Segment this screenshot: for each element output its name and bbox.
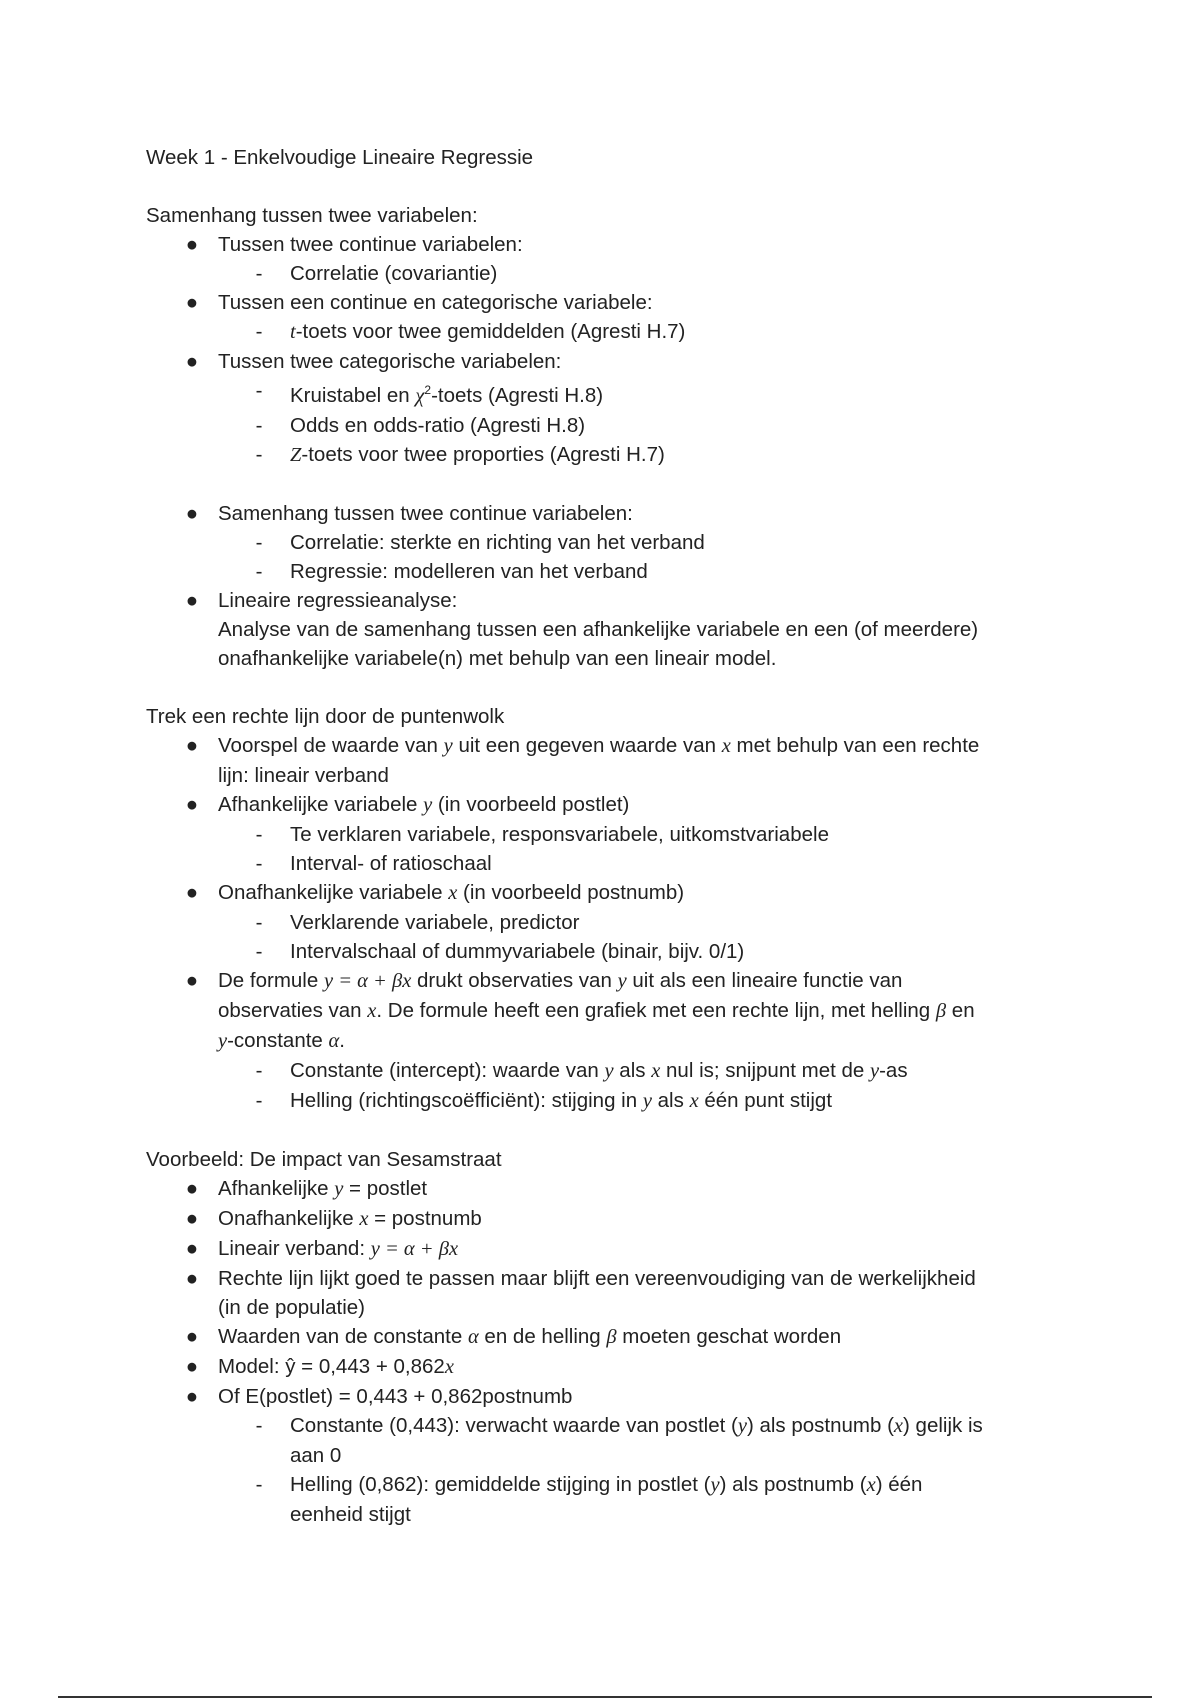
bullet-item: ● Samenhang tussen twee continue variabelen: — [146, 499, 1066, 528]
bullet-item: ● Lineaire regressieanalyse: — [146, 586, 1066, 615]
dash-icon: - — [255, 1088, 263, 1112]
sub-item: - Correlatie (covariantie) — [146, 259, 1066, 288]
dash-icon: - — [255, 530, 263, 554]
sub-item: - Te verklaren variabele, responsvariabele, uitkomstvariabele — [146, 820, 1066, 849]
dash-icon: - — [255, 1472, 263, 1496]
dash-icon: - — [255, 851, 263, 875]
bullet-item: ● Waarden van de constante α en de helling β moeten geschat worden — [146, 1322, 1066, 1352]
bullet-icon: ● — [185, 1324, 199, 1348]
page-bottom-divider — [58, 1696, 1152, 1698]
dash-icon: - — [255, 442, 263, 466]
sub-item-continuation: eenheid stijgt — [290, 1502, 411, 1526]
sub-item: - Constante (intercept): waarde van y als x nul is; snijpunt met de y-as — [146, 1056, 1066, 1086]
bullet-icon: ● — [185, 968, 199, 992]
bullet-item: ● Afhankelijke y = postlet — [146, 1174, 1066, 1204]
dash-icon: - — [255, 1413, 263, 1437]
sub-item: - Helling (0,862): gemiddelde stijging in postlet (y) als postnumb (x) één — [146, 1470, 1066, 1500]
bullet-icon: ● — [185, 1176, 199, 1200]
bullet-icon: ● — [185, 233, 199, 256]
bullet-icon: ● — [185, 792, 199, 816]
bullet-continuation: Analyse van de samenhang tussen een afhankelijke variabele en een (of meerdere) — [218, 617, 979, 641]
sub-item: - Kruistabel en $\chi^2$-toets (Agresti H.8) — [146, 376, 1066, 411]
bullet-item: ● Afhankelijke variabele y (in voorbeeld postlet) — [146, 790, 1066, 820]
bullet-icon: ● — [185, 1236, 199, 1260]
bullet-continuation: y-constante α. — [218, 1028, 345, 1052]
bullet-icon: ● — [185, 1354, 199, 1378]
dash-icon: - — [255, 1058, 263, 1082]
dash-icon: - — [255, 910, 263, 934]
dash-icon: - — [255, 559, 263, 583]
bullet-continuation: lijn: lineair verband — [218, 763, 389, 787]
bullet-item: ● Onafhankelijke variabele x (in voorbeeld postnumb) — [146, 878, 1066, 908]
section-heading-rechte-lijn: Trek een rechte lijn door de puntenwolk — [146, 704, 505, 728]
sub-item: - Intervalschaal of dummyvariabele (binair, bijv. 0/1) — [146, 937, 1066, 966]
bullet-item: ● Voorspel de waarde van y uit een gegeven waarde van x met behulp van een rechte — [146, 731, 1066, 761]
sub-item: - Correlatie: sterkte en richting van het verband — [146, 528, 1066, 557]
bullet-item: ● Tussen twee continue variabelen: — [146, 230, 1066, 259]
sub-item: - Odds en odds-ratio (Agresti H.8) — [146, 411, 1066, 440]
bullet-icon: ● — [185, 588, 199, 612]
dash-icon: - — [255, 379, 263, 402]
bullet-icon: ● — [185, 1266, 199, 1290]
dash-icon: - — [255, 822, 263, 846]
spacer — [146, 470, 1066, 499]
bullet-icon: ● — [185, 1384, 199, 1408]
bullet-item: ● Tussen twee categorische variabelen: — [146, 347, 1066, 376]
section-heading-voorbeeld: Voorbeeld: De impact van Sesamstraat — [146, 1147, 502, 1171]
bullet-item: ● Of E(postlet) = 0,443 + 0,862postnumb — [146, 1382, 1066, 1411]
sub-item: - Helling (richtingscoëfficiënt): stijging in y als x één punt stijgt — [146, 1086, 1066, 1116]
bullet-icon: ● — [185, 1206, 199, 1230]
spacer — [146, 1116, 1066, 1145]
dash-icon: - — [255, 939, 263, 963]
sub-item-continuation: aan 0 — [290, 1443, 342, 1467]
bullet-continuation: observaties van x. De formule heeft een grafiek met een rechte lijn, met helling β en — [218, 998, 975, 1022]
sub-item: - Constante (0,443): verwacht waarde van postlet (y) als postnumb (x) gelijk is — [146, 1411, 1066, 1441]
sub-item: - Z-toets voor twee proporties (Agresti H.7) — [146, 440, 1066, 470]
bullet-icon: ● — [185, 880, 199, 904]
document-body — [146, 143, 1066, 1529]
sub-item: - Verklarende variabele, predictor — [146, 908, 1066, 937]
bullet-icon: ● — [185, 350, 199, 373]
sub-item: - Regressie: modelleren van het verband — [146, 557, 1066, 586]
section-heading-samenhang: Samenhang tussen twee variabelen: — [146, 204, 478, 227]
bullet-item: ● De formule y = α + βx drukt observaties van y uit als een lineaire functie van — [146, 966, 1066, 996]
bullet-item: ● Lineair verband: y = α + βx — [146, 1234, 1066, 1264]
bullet-icon: ● — [185, 733, 199, 757]
dash-icon: - — [255, 413, 263, 437]
bullet-item: ● Tussen een continue en categorische variabele: — [146, 288, 1066, 317]
sub-item: - t-toets voor twee gemiddelden (Agresti H.7) — [146, 317, 1066, 347]
bullet-continuation: (in de populatie) — [218, 1295, 366, 1319]
page-title: Week 1 - Enkelvoudige Lineaire Regressie — [146, 146, 534, 169]
dash-icon: - — [255, 262, 263, 285]
bullet-item: ● Onafhankelijke x = postnumb — [146, 1204, 1066, 1234]
spacer — [146, 673, 1066, 702]
bullet-item: ● Rechte lijn lijkt goed te passen maar blijft een vereenvoudiging van de werkelijkheid — [146, 1264, 1066, 1293]
bullet-item: ● Model: ŷ = 0,443 + 0,862x — [146, 1352, 1066, 1382]
bullet-icon: ● — [185, 291, 199, 314]
bullet-continuation: onafhankelijke variabele(n) met behulp van een lineair model. — [218, 646, 777, 670]
dash-icon: - — [255, 320, 263, 343]
sub-item: - Interval- of ratioschaal — [146, 849, 1066, 878]
bullet-icon: ● — [185, 501, 199, 525]
